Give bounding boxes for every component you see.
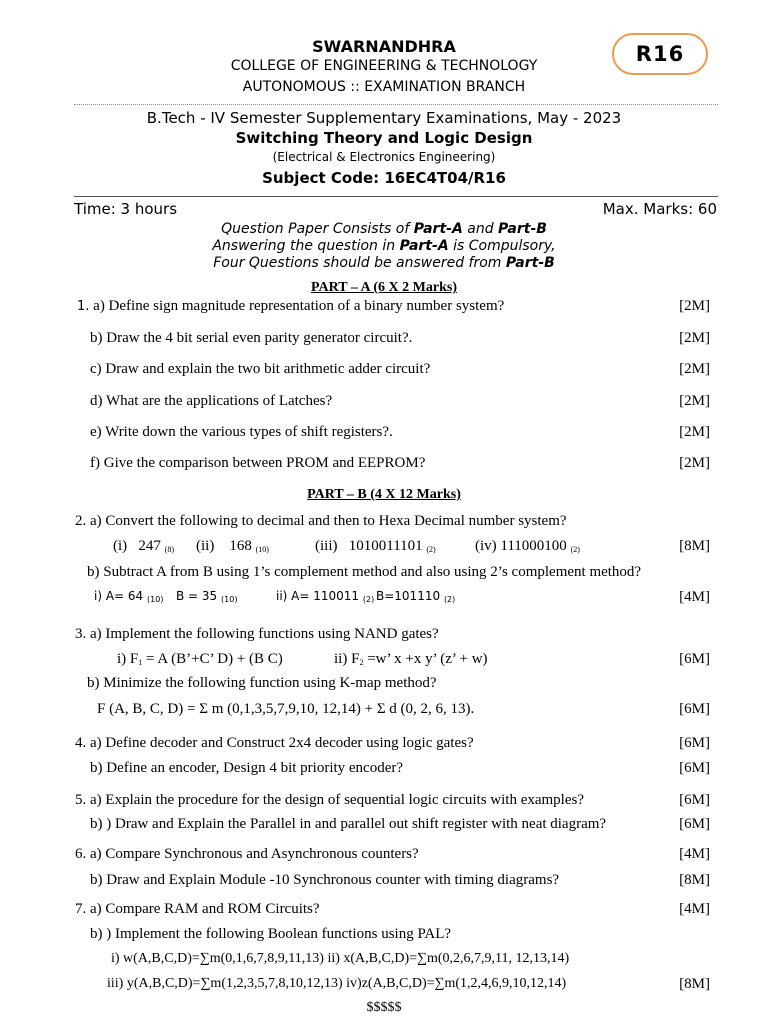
marks-3a: [6M] — [679, 651, 710, 667]
q7b-functions-1: i) w(A,B,C,D)=∑m(0,1,6,7,8,9,11,13) ii) x(A,B,C,D)=∑m(0,2,6,7,9,11, 12,13,14) — [111, 951, 570, 966]
marks-1d: [2M] — [679, 393, 710, 409]
question-3a: 3. a) Implement the following functions using NAND gates? — [75, 626, 439, 642]
q2a-item-ii: (ii) 168 $_{(10)}$ — [196, 538, 269, 554]
subject-name: Switching Theory and Logic Design — [235, 129, 533, 147]
q2b-item-ii-b: B=101110 $_{(2)}$ — [376, 589, 456, 604]
regulation-badge — [612, 33, 708, 75]
instruction-line-2: Answering the question in Part-A is Compulsory, — [212, 238, 556, 254]
question-2a: 2. a) Convert the following to decimal and then to Hexa Decimal number system? — [75, 513, 567, 529]
end-of-paper-mark: $$$$$ — [366, 1000, 402, 1015]
instruction-line-1: Question Paper Consists of Part-A and Part-B — [221, 221, 547, 237]
marks-1e: [2M] — [679, 424, 710, 440]
branch-name: (Electrical & Electronics Engineering) — [272, 150, 496, 164]
question-5b: b) ) Draw and Explain the Parallel in and parallel out shift register with neat diagram? — [90, 816, 607, 832]
exam-time: Time: 3 hours — [74, 200, 178, 218]
question-1c: c) Draw and explain the two bit arithmetic adder circuit? — [90, 361, 431, 377]
max-marks: Max. Marks: 60 — [602, 200, 717, 218]
question-4a: 4. a) Define decoder and Construct 2x4 decoder using logic gates? — [75, 735, 474, 751]
marks-7b: [8M] — [679, 976, 710, 992]
part-b-heading: PART – B (4 X 12 Marks) — [307, 487, 461, 502]
question-3b: b) Minimize the following function using K-map method? — [87, 675, 437, 691]
subject-divider — [74, 196, 718, 197]
question-7b: b) ) Implement the following Boolean functions using PAL? — [90, 926, 452, 942]
q2a-item-i: (i) 247 $_{(8)}$ — [113, 538, 174, 554]
marks-1c: [2M] — [679, 361, 710, 377]
marks-2b: [4M] — [679, 589, 710, 605]
marks-6a: [4M] — [679, 846, 710, 862]
college-line-3: AUTONOMOUS :: EXAMINATION BRANCH — [242, 79, 526, 95]
question-4b: b) Define an encoder, Design 4 bit priority encoder? — [90, 760, 404, 776]
marks-5a: [6M] — [679, 792, 710, 808]
q2a-item-iv: (iv) 111000100 $_{(2)}$ — [475, 538, 580, 554]
marks-4a: [6M] — [679, 735, 710, 751]
question-1b: b) Draw the 4 bit serial even parity generator circuit?. — [90, 330, 413, 346]
q2b-item-i-b: B = 35 $_{(10)}$ — [176, 589, 238, 604]
marks-1a: [2M] — [679, 298, 710, 314]
marks-1b: [2M] — [679, 330, 710, 346]
marks-4b: [6M] — [679, 760, 710, 776]
question-7a: 7. a) Compare RAM and ROM Circuits? — [75, 901, 320, 917]
part-a-heading: PART – A (6 X 2 Marks) — [311, 280, 457, 295]
q2b-item-i-a: i) A= 64 $_{(10)}$ — [94, 589, 164, 604]
q3b-function: F (A, B, C, D) = Σ m (0,1,3,5,7,9,10, 12,14) + Σ d (0, 2, 6, 13). — [97, 701, 475, 717]
question-6b: b) Draw and Explain Module -10 Synchronous counter with timing diagrams? — [90, 872, 560, 888]
college-name: SWARNANDHRA — [312, 37, 456, 56]
question-2b: b) Subtract A from B using 1’s complement method and also using 2’s complement method? — [87, 564, 642, 580]
question-5a: 5. a) Explain the procedure for the design of sequential logic circuits with examples? — [75, 792, 584, 808]
q7b-functions-2: iii) y(A,B,C,D)=∑m(1,2,3,5,7,8,10,12,13) iv)z(A,B,C,D)=∑m(1,2,4,6,9,10,12,14) — [107, 976, 567, 991]
question-6a: 6. a) Compare Synchronous and Asynchronous counters? — [75, 846, 419, 862]
q2a-item-iii: (iii) 1010011101 $_{(2)}$ — [315, 538, 436, 554]
header-divider — [74, 104, 718, 105]
question-1e: e) Write down the various types of shift registers?. — [90, 424, 393, 440]
q3a-function-2: ii) $F_2 =w$’ x +x y’ (z’ + w) — [334, 651, 488, 667]
question-1a: 1. a) Define sign magnitude representation of a binary number system? — [77, 298, 505, 314]
exam-title: B.Tech - IV Semester Supplementary Examinations, May - 2023 — [146, 109, 622, 127]
marks-1f: [2M] — [679, 455, 710, 471]
q3a-function-1: i) $F_1 = A$ (B’+C’ D) + (B C) — [117, 651, 283, 667]
q2b-item-ii-a: ii) A= 110011 $_{(2)}$ — [276, 589, 375, 604]
instruction-line-3: Four Questions should be answered from Part-B — [213, 255, 555, 271]
marks-5b: [6M] — [679, 816, 710, 832]
question-1f: f) Give the comparison between PROM and EEPROM? — [90, 455, 426, 471]
marks-7a: [4M] — [679, 901, 710, 917]
regulation-label: R16 — [635, 42, 685, 66]
marks-6b: [8M] — [679, 872, 710, 888]
question-1d: d) What are the applications of Latches? — [90, 393, 333, 409]
subject-code: Subject Code: 16EC4T04/R16 — [262, 169, 506, 187]
college-line-2: COLLEGE OF ENGINEERING & TECHNOLOGY — [230, 58, 538, 74]
marks-3b: [6M] — [679, 701, 710, 717]
marks-2a: [8M] — [679, 538, 710, 554]
